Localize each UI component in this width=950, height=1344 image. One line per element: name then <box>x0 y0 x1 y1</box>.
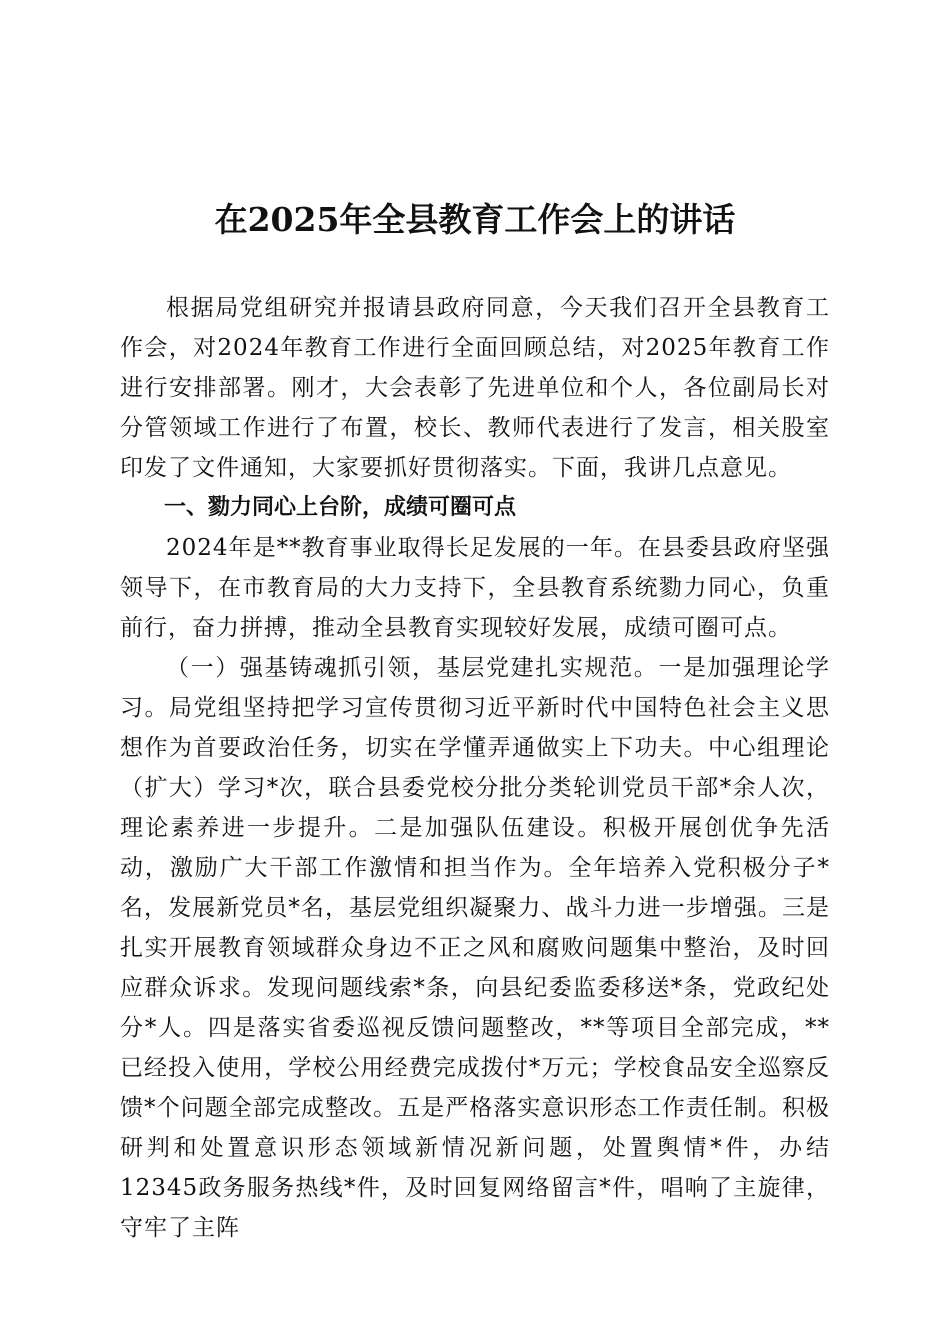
subsection-1-lead-in: （一）强基铸魂抓引领，基层党建扎实规范。 <box>166 655 659 681</box>
section-1-heading: 一、勠力同心上台阶，成绩可圈可点 <box>164 495 517 520</box>
section-1-intro-paragraph: 2024年是**教育事业取得长足发展的一年。在县委县政府坚强领导下，在市教育局的大力支持下，全县教育系统勠力同心，负重前行，奋力拼搏，推动全县教育实现较好发展，成绩可圈可点。 <box>120 535 830 641</box>
opening-paragraph: 根据局党组研究并报请县政府同意，今天我们召开全县教育工作会，对2024年教育工作进行全面回顾总结，对2025年教育工作进行安排部署。刚才，大会表彰了先进单位和个人，各位副局长对分管领域工作进行了布置，校长、教师代表进行了发言，相关股室印发了文件通知，大家要抓好贯彻落实。下面，我讲几点意见。 <box>120 295 830 481</box>
document-title: 在2025年全县教育工作会上的讲话 <box>214 200 736 239</box>
document-body <box>120 288 830 1248</box>
subsection-1-paragraph <box>120 648 830 1248</box>
subsection-1-text: 一是加强理论学习。局党组坚持把学习宣传贯彻习近平新时代中国特色社会主义思想作为首要政治任务，切实在学懂弄通做实上下功夫。中心组理论（扩大）学习*次，联合县委党校分批分类轮训党员干部*余人次，理论素养进一步提升。二是加强队伍建设。积极开展创优争先活动，激励广大干部工作激情和担当作为。全年培养入党积极分子*名，发展新党员*名，基层党组织凝聚力、战斗力进一步增强。三是扎实开展教育领域群众身边不正之风和腐败问题集中整治，及时回应群众诉求。发现问题线索*条，向县纪委监委移送*条，党政纪处分*人。四是落实省委巡视反馈问题整改，**等项目全部完成，**已经投入使用，学校公用经费完成拨付*万元；学校食品安全巡察反馈*个问题全部完成整改。五是严格落实意识形态工作责任制。积极研判和处置意识形态领域新情况新问题，处置舆情*件，办结12345政务服务热线*件，及时回复网络留言*件，唱响了主旋律，守牢了主阵 <box>120 655 831 1241</box>
